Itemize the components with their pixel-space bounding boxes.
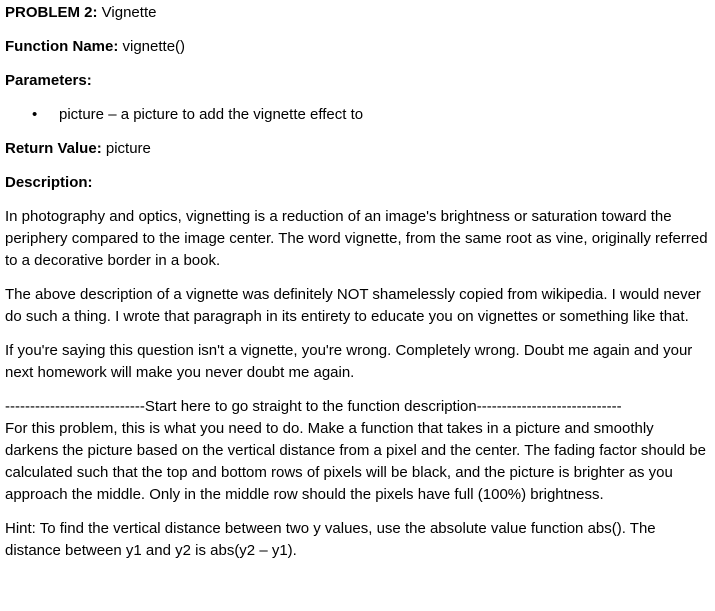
return-value-value: picture: [101, 140, 151, 157]
problem-heading: [5, 2, 709, 24]
problem-title: Vignette: [97, 4, 157, 21]
description-paragraph-2: The above description of a vignette was definitely NOT shamelessly copied from wikipedia. I would never do such a thing. I wrote that paragraph in its entirety to educate you on vignettes or something like that.: [5, 286, 701, 325]
return-value-row: [5, 138, 709, 160]
parameters-heading: [5, 70, 709, 92]
section-divider: ----------------------------Start here to go straight to the function description-----------------------------: [5, 398, 622, 415]
parameter-text: picture – a picture to add the vignette effect to: [59, 106, 364, 123]
problem-label: PROBLEM 2:: [5, 4, 98, 21]
function-name-label: Function Name:: [5, 38, 119, 55]
parameter-item: [5, 104, 709, 126]
description-paragraph-1: In photography and optics, vignetting is a reduction of an image's brightness or saturation toward the periphery compared to the image center. The word vignette, from the same root as vine, originally referred to a decorative border in a book.: [5, 208, 708, 269]
description-heading: [5, 172, 709, 194]
function-name-value: vignette(): [118, 38, 186, 55]
parameters-label: Parameters:: [5, 72, 92, 89]
return-value-label: Return Value:: [5, 140, 102, 157]
instructions-paragraph: For this problem, this is what you need to do. Make a function that takes in a picture and smoothly darkens the picture based on the vertical distance from a pixel and the center. The fading factor should be calculated such that the top and bottom rows of pixels will be black, and the picture is brighter as you approach the middle. Only in the middle row should the pixels have full (100%) brightness.: [5, 420, 706, 503]
description-label: Description:: [5, 174, 93, 191]
description-paragraph-3: If you're saying this question isn't a vignette, you're wrong. Completely wrong. Doubt me again and your next homework will make you never doubt me again.: [5, 342, 693, 381]
hint-paragraph: Hint: To find the vertical distance between two y values, use the absolute value function abs(). The distance between y1 and y2 is abs(y2 – y1).: [5, 520, 656, 559]
bullet-icon: •: [32, 106, 38, 123]
function-name-row: [5, 36, 709, 58]
